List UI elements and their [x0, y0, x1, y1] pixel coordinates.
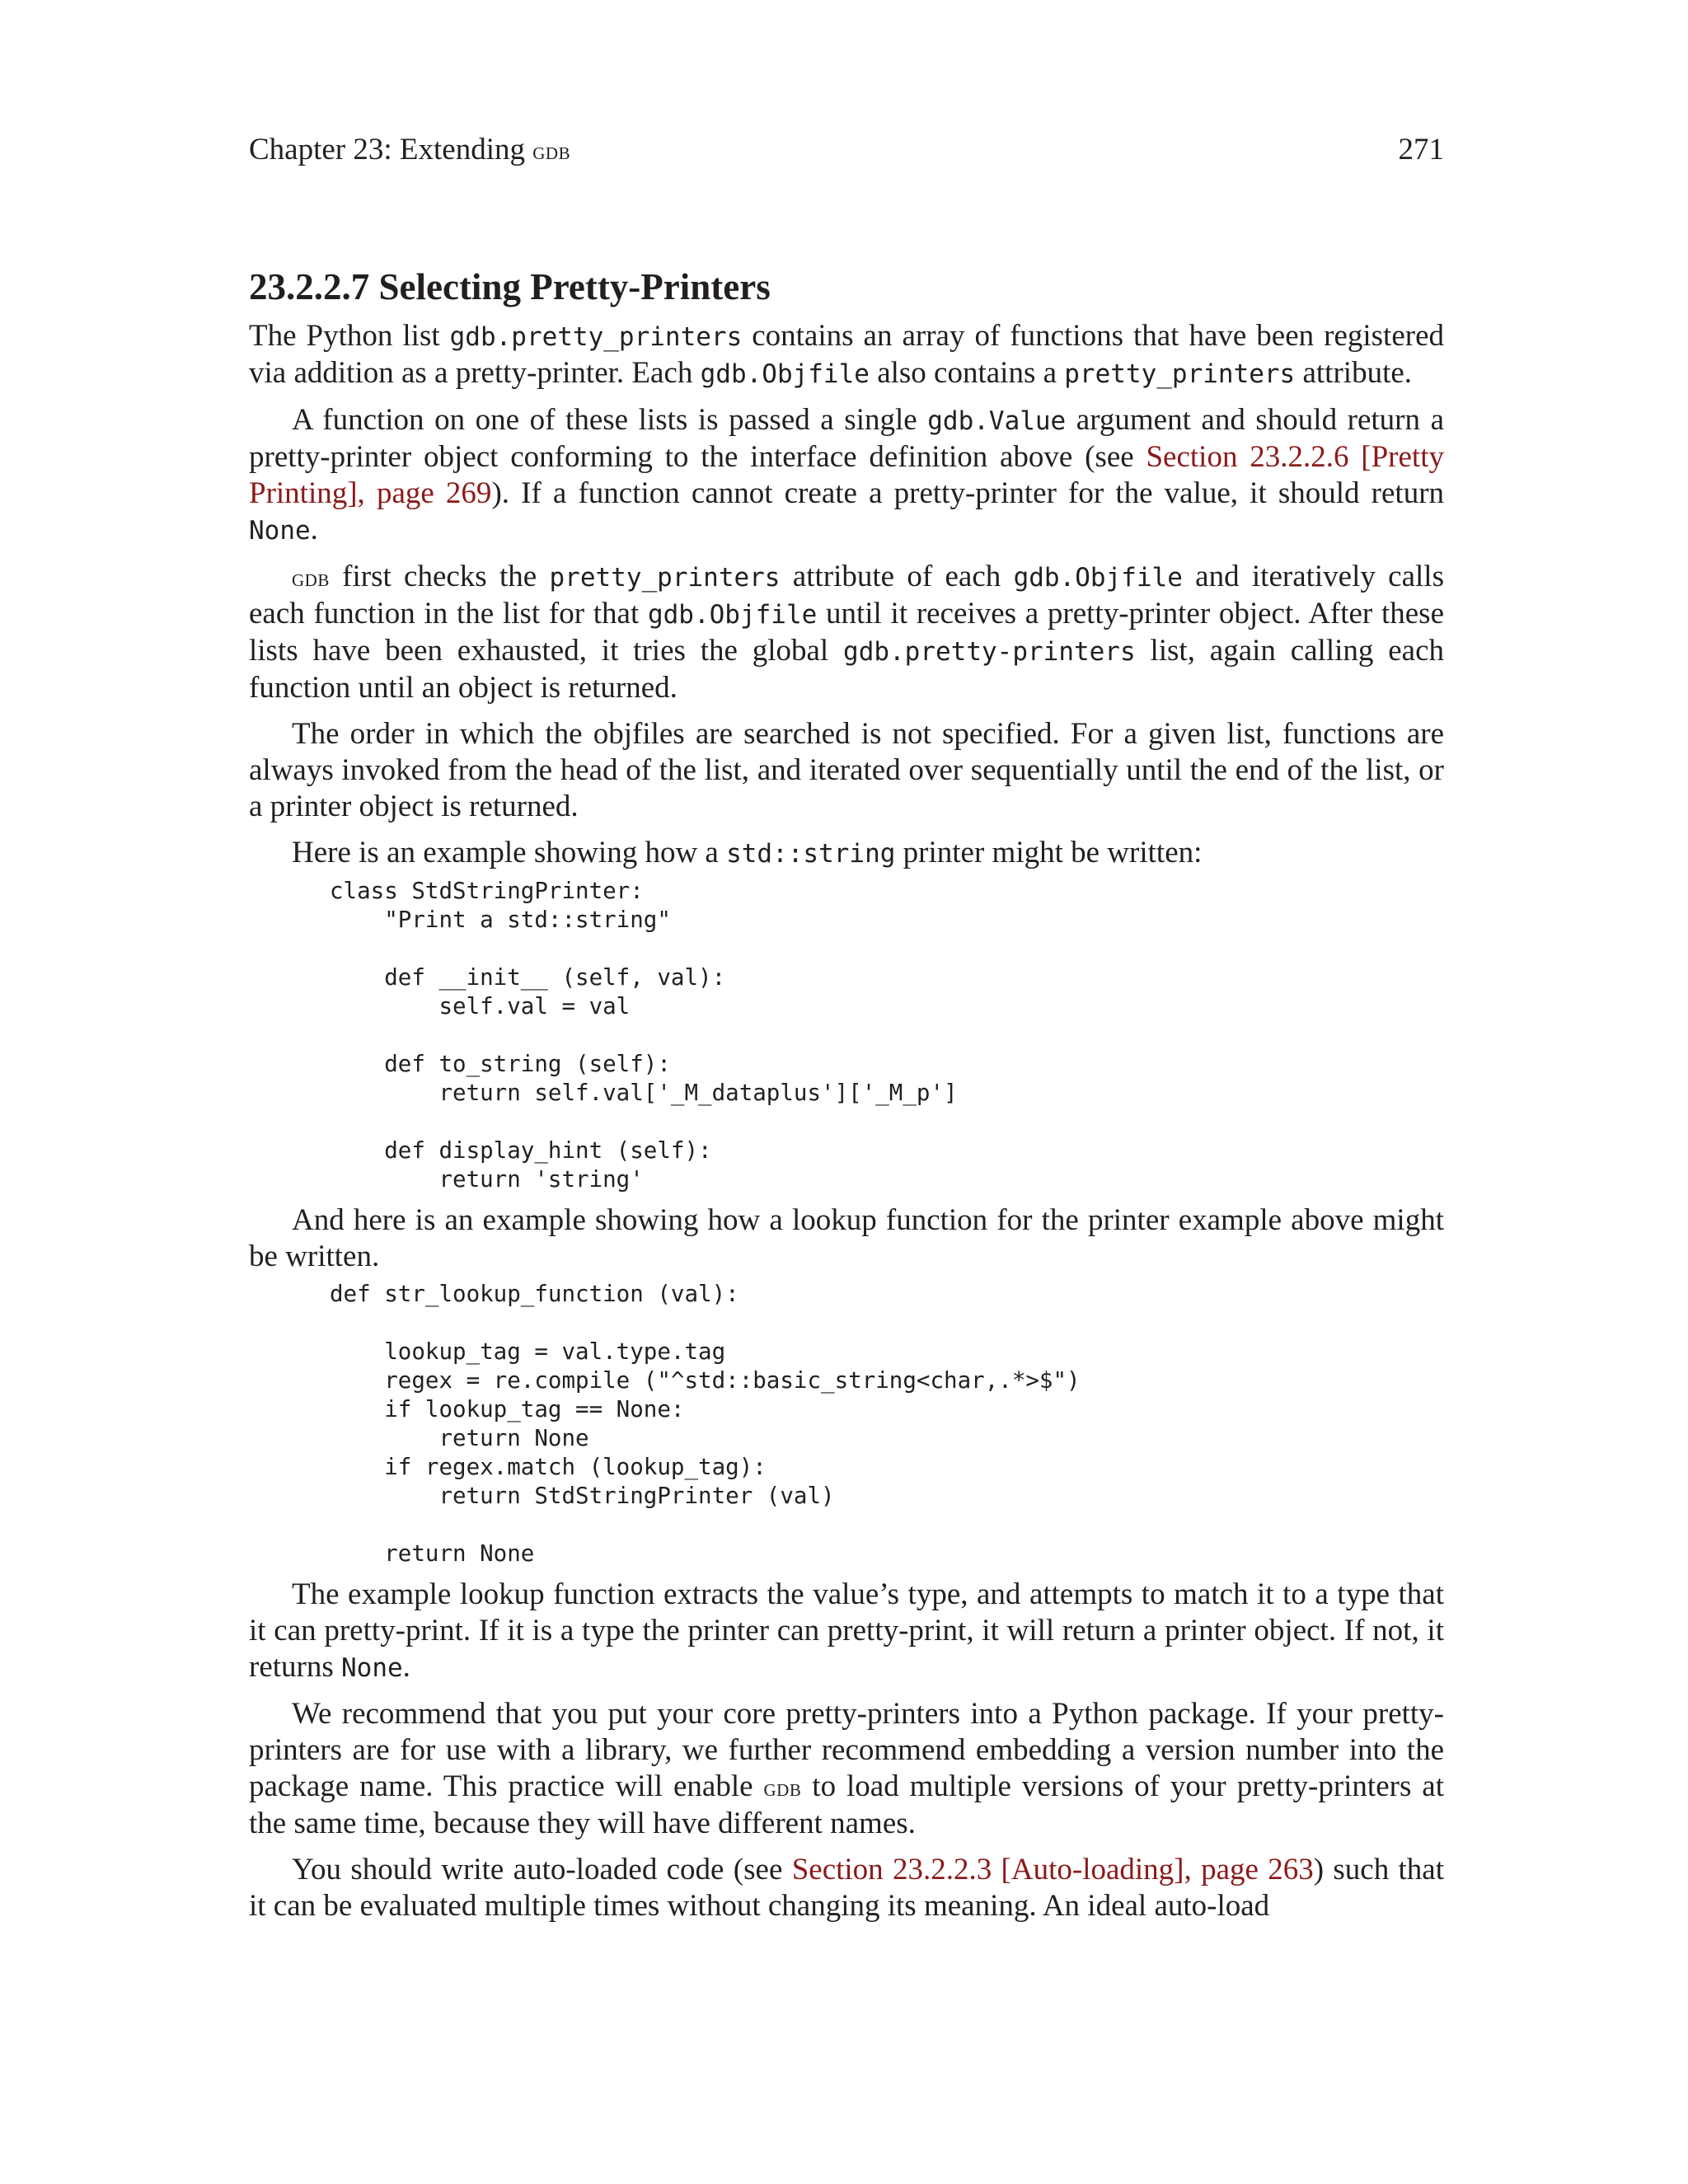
code-line: return StdStringPrinter (val) [330, 1483, 835, 1509]
code-line: class StdStringPrinter: [330, 878, 644, 904]
code-line: return 'string' [330, 1166, 644, 1193]
paragraph-4: The order in which the objfiles are searched is not specified. For a given list, functions are always invoked from the head of the list, and iterated over sequentially until the end of the list, or a printer object is returned. [249, 717, 1444, 823]
inline-code: std::string [726, 839, 896, 869]
gdb-smallcaps: gdb [763, 1774, 802, 1802]
code-example-lookup [330, 1280, 1444, 1568]
cross-reference-link[interactable]: Section 23.2.2.6 [Pretty Printing], page 269 [249, 440, 1444, 510]
inline-code: gdb.Objfile [647, 600, 818, 630]
code-line: self.val = val [330, 993, 631, 1019]
inline-code: gdb.Value [927, 406, 1067, 436]
code-line: if regex.match (lookup_tag): [330, 1454, 767, 1480]
paragraph-9: You should write auto-loaded code (see Section 23.2.2.3 [Auto-loading], page 263) such that it can be evaluated multiple times without changing its meaning. An ideal auto-load [249, 1853, 1444, 1923]
paragraph-8: We recommend that you put your core pretty-printers into a Python package. If your pretty-printers are for use with a library, we further recommend embedding a version number into the package name. This practice will enable gdb to load multiple versions of your pretty-printers at the same time, because they will have different names. [249, 1697, 1444, 1840]
inline-code: None [341, 1653, 403, 1683]
inline-code: pretty_printers [1064, 359, 1296, 389]
inline-code: gdb.Objfile [700, 359, 870, 389]
code-line [330, 935, 1444, 963]
section-heading: 23.2.2.7 Selecting Pretty-Printers [249, 266, 771, 307]
paragraph-3: gdb first checks the pretty_printers attribute of each gdb.Objfile and iteratively calls each function in the list for that gdb.Objfile until it receives a pretty-printer object. After these lists have been exhausted, it tries the global gdb.pretty-printers list, again calling each function until an object is returned. [249, 560, 1445, 705]
cross-reference-link[interactable]: Section 23.2.2.3 [Auto-loading], page 263 [791, 1853, 1314, 1886]
gdb-smallcaps: gdb [532, 137, 571, 165]
main-content [249, 262, 1444, 1934]
code-line: return self.val['_M_dataplus']['_M_p'] [330, 1080, 958, 1106]
page-number: 271 [1398, 133, 1444, 166]
inline-code: None [249, 516, 311, 546]
code-example-printer [330, 877, 1444, 1194]
code-line: regex = re.compile ("^std::basic_string<char,.*>$") [330, 1367, 1081, 1394]
paragraph-1: The Python list gdb.pretty_printers contains an array of functions that have been registered via addition as a pretty-printer. Each gdb.Objfile also contains a pretty_printers attribute. [249, 319, 1444, 390]
paragraph-7: The example lookup function extracts the value’s type, and attempts to match it to a type that it can pretty-print. If it is a type the printer can pretty-print, it will return a printer object. If not, it returns None. [249, 1577, 1444, 1684]
paragraph-6: And here is an example showing how a lookup function for the printer example above might be written. [249, 1203, 1444, 1273]
inline-code: pretty_printers [549, 563, 781, 593]
code-line: lookup_tag = val.type.tag [330, 1338, 726, 1365]
code-line [330, 1021, 1444, 1050]
code-line: def str_lookup_function (val): [330, 1281, 739, 1307]
code-line: return None [330, 1425, 589, 1451]
paragraph-2: A function on one of these lists is passed a single gdb.Value argument and should return a pretty-printer object conforming to the interface definition above (see Section 23.2.2.6 [Pretty Printing], page 269). If a function cannot create a pretty-printer for the value, it should return None. [249, 403, 1445, 546]
code-line: def to_string (self): [330, 1051, 671, 1077]
inline-code: gdb.pretty_printers [449, 322, 743, 352]
code-line [330, 1108, 1444, 1137]
code-line [330, 1511, 1444, 1540]
chapter-title: Chapter 23: Extending gdb [249, 133, 571, 166]
running-header [249, 130, 1444, 170]
gdb-smallcaps: gdb [292, 564, 330, 592]
code-line: if lookup_tag == None: [330, 1396, 685, 1422]
inline-code: gdb.Objfile [1013, 563, 1183, 593]
code-line: "Print a std::string" [330, 907, 671, 933]
code-line [330, 1309, 1444, 1338]
code-line: return None [330, 1540, 535, 1567]
paragraph-5: Here is an example showing how a std::string printer might be written: [292, 836, 1203, 869]
code-line: def __init__ (self, val): [330, 964, 726, 991]
code-line: def display_hint (self): [330, 1137, 712, 1164]
inline-code: gdb.pretty-printers [843, 637, 1136, 667]
